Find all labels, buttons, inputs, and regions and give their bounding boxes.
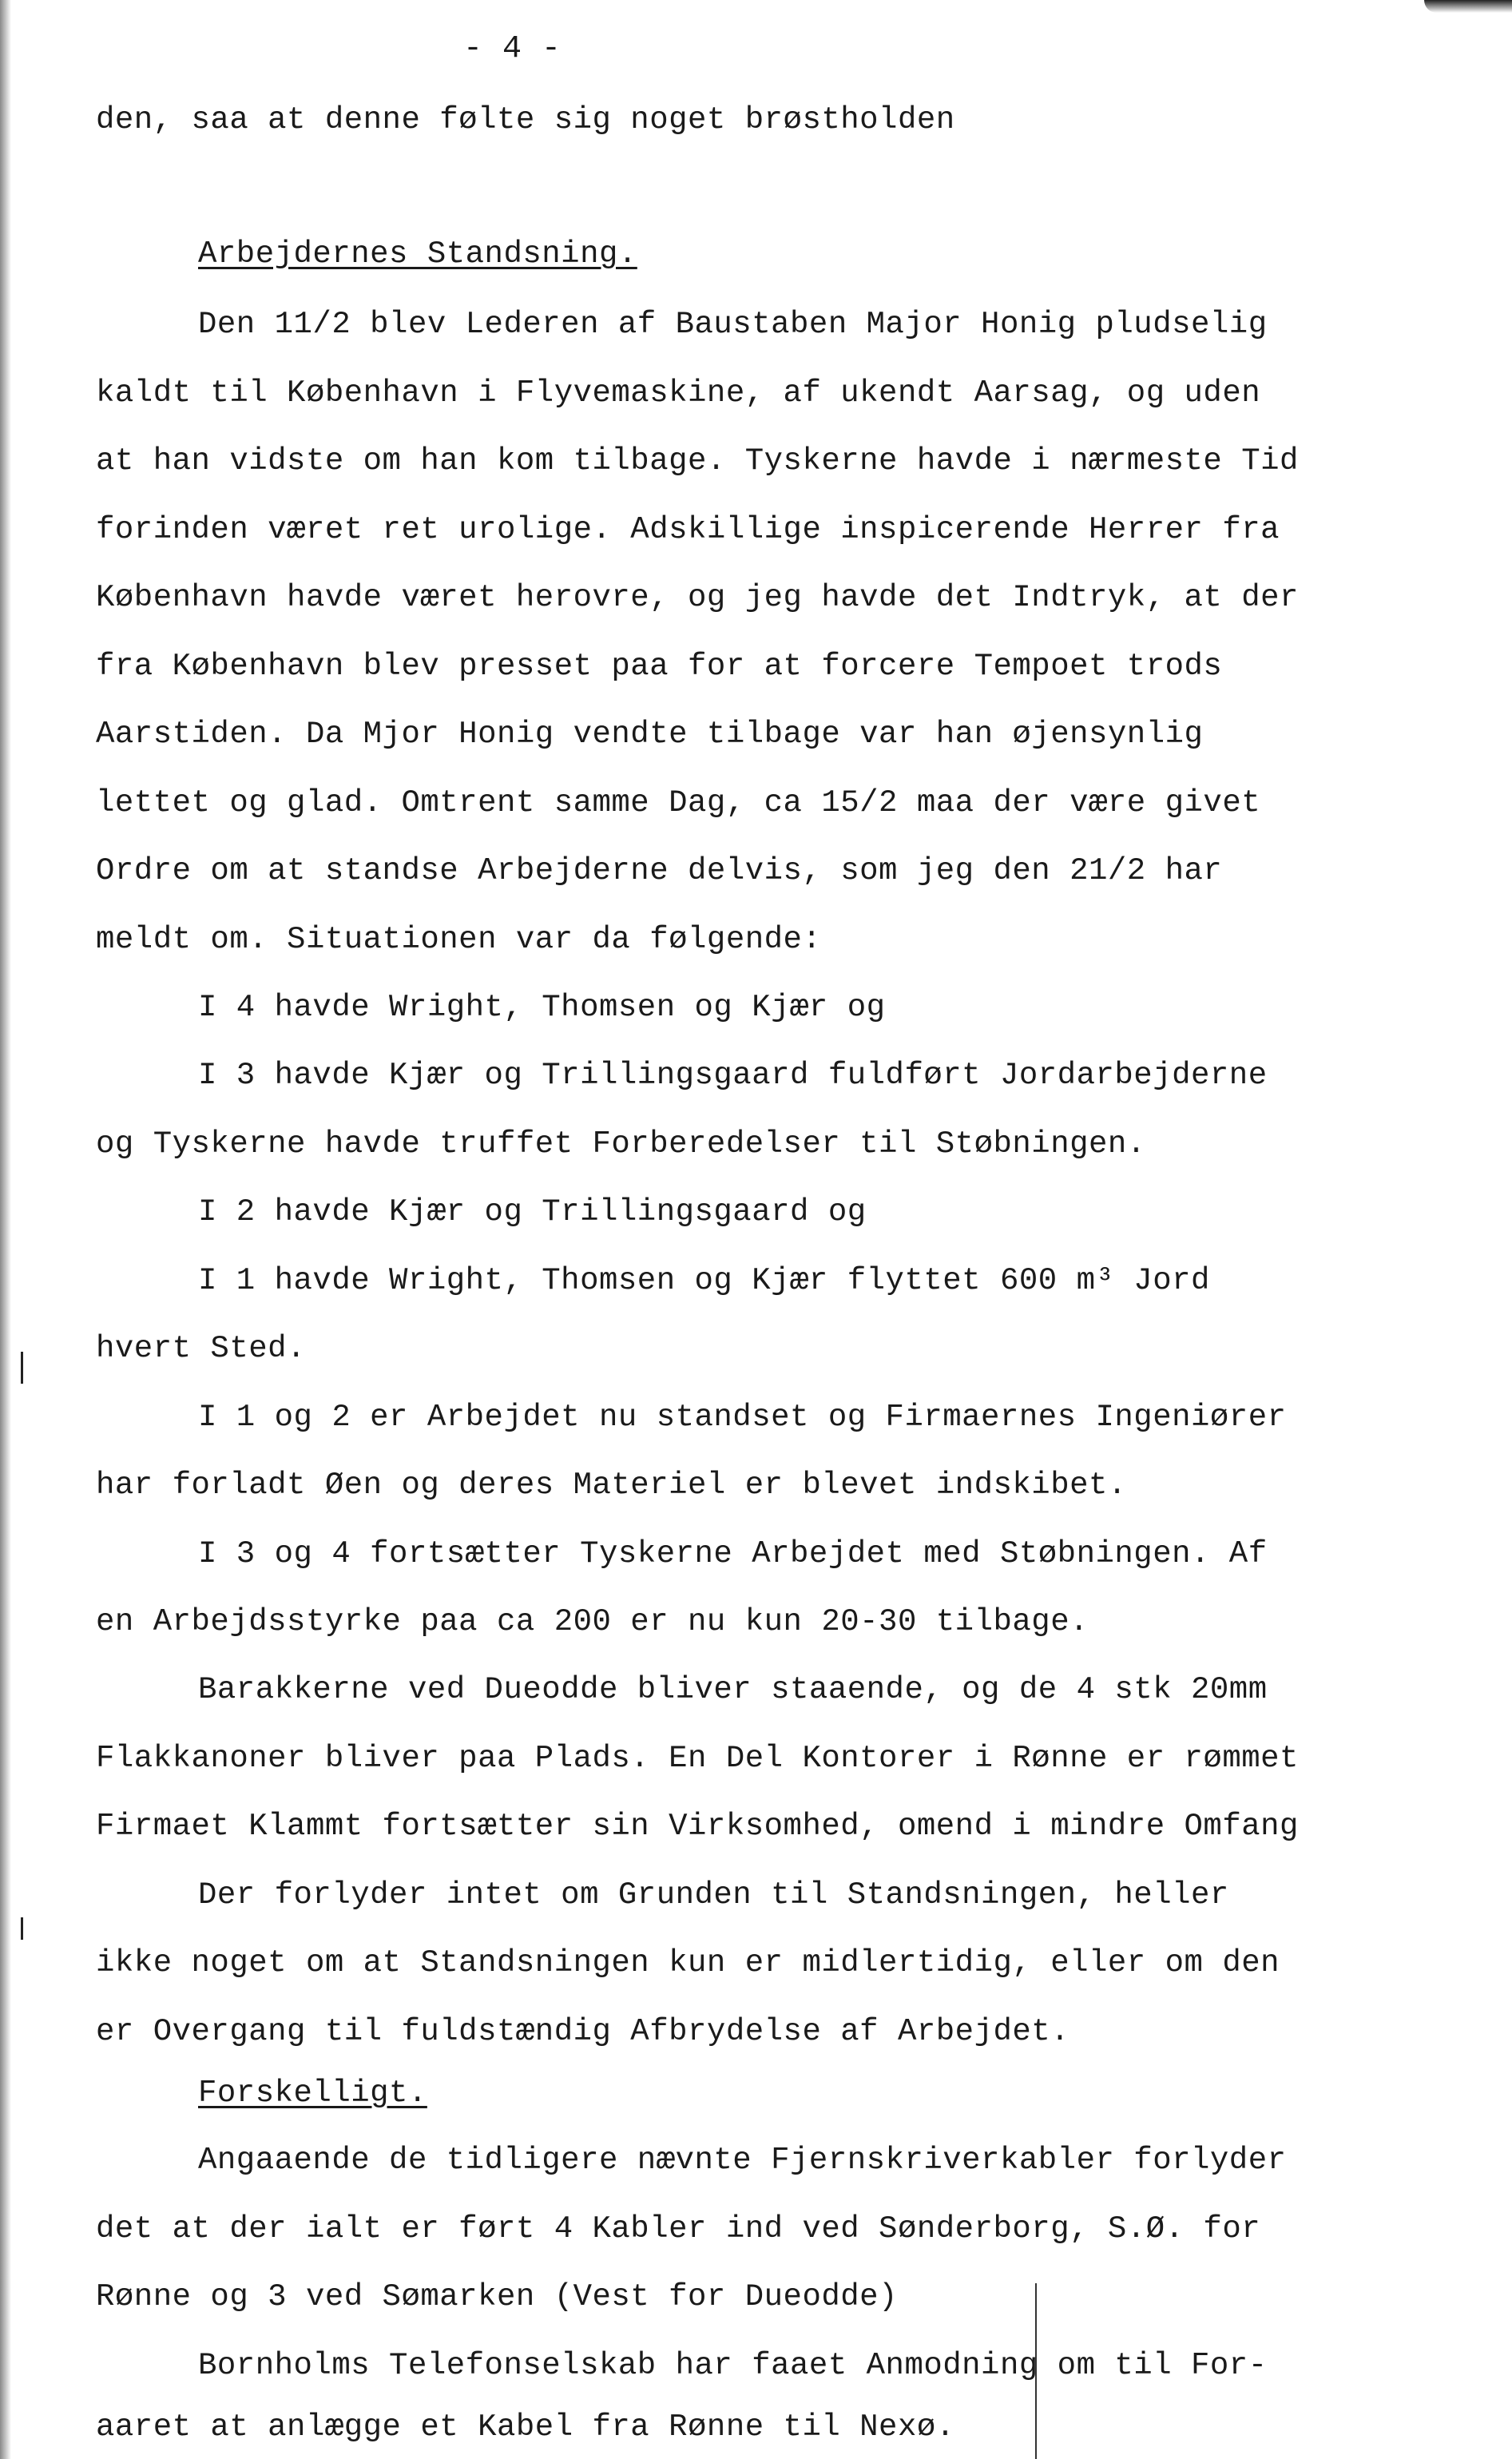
text-line: fra København blev presset paa for at forcere Tempoet trods: [96, 649, 1223, 684]
text-line: forinden været ret urolige. Adskillige inspicerende Herrer fra: [96, 512, 1280, 547]
scan-corner-mark: [1424, 0, 1512, 13]
text-line: Der forlyder intet om Grunden til Standsningen, heller: [198, 1877, 1229, 1913]
text-line: København havde været herovre, og jeg havde det Indtryk, at der: [96, 580, 1299, 615]
text-line: Rønne og 3 ved Sømarken (Vest for Dueodde): [96, 2279, 898, 2314]
text-line: ikke noget om at Standsningen kun er midlertidig, eller om den: [96, 1945, 1280, 1980]
text-line: Flakkanoner bliver paa Plads. En Del Kontorer i Rønne er rømmet: [96, 1741, 1299, 1776]
text-line: I 1 havde Wright, Thomsen og Kjær flyttet 600 m³ Jord: [198, 1263, 1210, 1298]
text-line: aaret at anlægge et Kabel fra Rønne til Nexø.: [96, 2409, 955, 2445]
margin-mark: [21, 1352, 23, 1384]
text-line: Aarstiden. Da Mjor Honig vendte tilbage var han øjensynlig: [96, 717, 1204, 752]
text-line: I 4 havde Wright, Thomsen og Kjær og: [198, 990, 886, 1025]
text-line: lettet og glad. Omtrent samme Dag, ca 15/2 maa der være givet: [96, 785, 1261, 820]
text-line: I 1 og 2 er Arbejdet nu standset og Firmaernes Ingeniører: [198, 1400, 1287, 1435]
text-line: I 2 havde Kjær og Trillingsgaard og: [198, 1194, 867, 1230]
text-line: at han vidste om han kom tilbage. Tyskerne havde i nærmeste Tid: [96, 443, 1299, 479]
section-heading: Forskelligt.: [198, 2076, 427, 2111]
text-line: meldt om. Situationen var da følgende:: [96, 922, 822, 957]
page-number: - 4 -: [463, 31, 562, 67]
text-line: Firmaet Klammt fortsætter sin Virksomhed, omend i mindre Omfang: [96, 1809, 1299, 1844]
text-line: I 3 havde Kjær og Trillingsgaard fuldført Jordarbejderne: [198, 1058, 1268, 1093]
text-line: hvert Sted.: [96, 1331, 306, 1366]
section-heading: Arbejdernes Standsning.: [198, 236, 637, 272]
margin-mark: [21, 1917, 23, 1940]
text-line: det at der ialt er ført 4 Kabler ind ved Sønderborg, S.Ø. for: [96, 2211, 1261, 2246]
text-line: en Arbejdsstyrke paa ca 200 er nu kun 20-30 tilbage.: [96, 1604, 1089, 1639]
text-line: Den 11/2 blev Lederen af Baustaben Major Honig pludselig: [198, 307, 1268, 342]
text-line: er Overgang til fuldstændig Afbrydelse af Arbejdet.: [96, 2014, 1070, 2049]
text-line: og Tyskerne havde truffet Forberedelser til Støbningen.: [96, 1126, 1146, 1162]
text-line: Bornholms Telefonselskab har faaet Anmodning om til For-: [198, 2348, 1268, 2383]
text-line: har forladt Øen og deres Materiel er blevet indskibet.: [96, 1468, 1127, 1503]
text-line: kaldt til København i Flyvemaskine, af ukendt Aarsag, og uden: [96, 375, 1261, 411]
text-line: Ordre om at standse Arbejderne delvis, som jeg den 21/2 har: [96, 853, 1223, 888]
text-line: Angaaende de tidligere nævnte Fjernskriverkabler forlyder: [198, 2143, 1287, 2178]
text-line: Barakkerne ved Dueodde bliver staaende, og de 4 stk 20mm: [198, 1672, 1268, 1707]
text-line: I 3 og 4 fortsætter Tyskerne Arbejdet med Støbningen. Af: [198, 1536, 1268, 1571]
text-line: den, saa at denne følte sig noget brøstholden: [96, 102, 955, 137]
scan-edge-shadow: [0, 0, 11, 2459]
